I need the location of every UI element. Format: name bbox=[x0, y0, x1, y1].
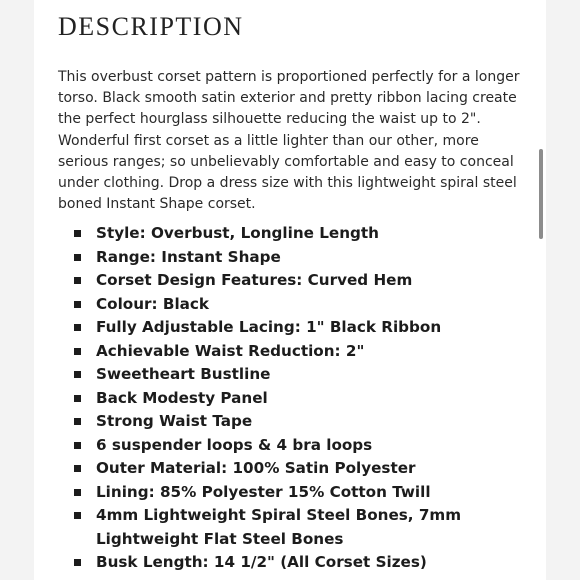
bullet-icon bbox=[74, 395, 81, 402]
bullet-icon bbox=[74, 254, 81, 261]
bullet-icon bbox=[74, 348, 81, 355]
feature-text: Range: Instant Shape bbox=[96, 247, 281, 266]
feature-text: Style: Overbust, Longline Length bbox=[96, 224, 379, 242]
description-paragraph: This overbust corset pattern is proportioned perfectly for a longer torso. Black smooth satin exterior and pretty ribbon lacing create the perfect hourglass silhouette reducing the waist up to 2". Wonderful first corset as a little lighter than our other, more serious ranges; so unbelievably comfortable and easy to conceal under clothing. Drop a dress size with this lightweight spiral steel boned Instant Shape corset. bbox=[58, 69, 520, 213]
feature-text: Lining: 85% Polyester 15% Cotton Twill bbox=[96, 482, 431, 501]
bullet-icon bbox=[74, 230, 81, 237]
feature-text: 4mm Lightweight Spiral Steel Bones, 7mm Lightweight Flat Steel Bones bbox=[96, 506, 462, 548]
bullet-icon bbox=[74, 277, 81, 284]
bullet-icon bbox=[74, 465, 81, 472]
feature-item bbox=[74, 551, 524, 575]
feature-text: 6 suspender loops & 4 bra loops bbox=[96, 435, 373, 454]
bullet-icon bbox=[74, 512, 81, 519]
feature-item bbox=[74, 340, 524, 364]
feature-item bbox=[74, 269, 524, 293]
feature-text: Busk Length: 14 1/2" (All Corset Sizes) bbox=[96, 553, 427, 571]
bullet-icon bbox=[74, 324, 81, 331]
feature-item bbox=[74, 316, 524, 340]
feature-text: Sweetheart Bustline bbox=[96, 365, 271, 383]
bullet-icon bbox=[74, 489, 81, 496]
bullet-icon bbox=[74, 559, 81, 566]
feature-item bbox=[74, 481, 524, 505]
feature-item bbox=[74, 293, 524, 317]
feature-text: Back Modesty Panel bbox=[96, 388, 268, 407]
feature-text: Corset Design Features: Curved Hem bbox=[96, 271, 413, 289]
feature-item bbox=[74, 387, 524, 411]
feature-item bbox=[74, 246, 524, 270]
features-list bbox=[74, 222, 524, 575]
description-panel bbox=[34, 0, 546, 580]
feature-text: Fully Adjustable Lacing: 1" Black Ribbon bbox=[96, 318, 442, 336]
feature-item bbox=[74, 457, 524, 481]
bullet-icon bbox=[74, 442, 81, 449]
feature-item bbox=[74, 222, 524, 246]
bullet-icon bbox=[74, 371, 81, 378]
feature-item bbox=[74, 410, 524, 434]
feature-item bbox=[74, 504, 524, 551]
scrollbar-thumb[interactable] bbox=[539, 149, 543, 239]
section-heading: DESCRIPTION bbox=[58, 12, 244, 41]
feature-text: Colour: Black bbox=[96, 294, 210, 313]
feature-text: Strong Waist Tape bbox=[96, 412, 253, 430]
feature-text: Outer Material: 100% Satin Polyester bbox=[96, 459, 416, 477]
feature-text: Achievable Waist Reduction: 2" bbox=[96, 341, 365, 360]
bullet-icon bbox=[74, 301, 81, 308]
bullet-icon bbox=[74, 418, 81, 425]
feature-item bbox=[74, 363, 524, 387]
feature-item bbox=[74, 434, 524, 458]
